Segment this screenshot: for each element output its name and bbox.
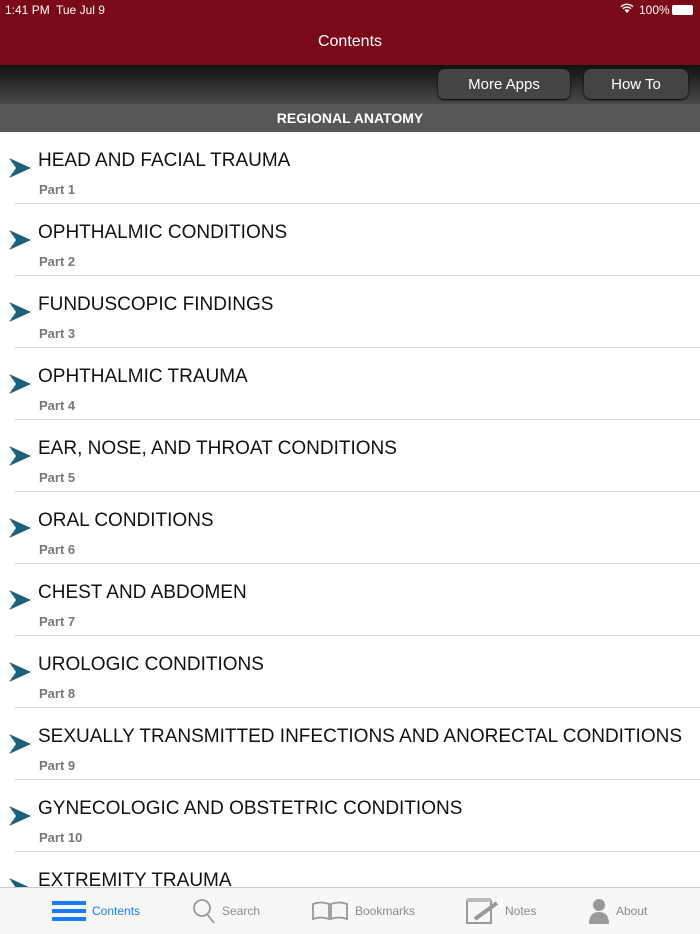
tab-label: Notes	[505, 904, 537, 918]
more-apps-button[interactable]: More Apps	[438, 69, 570, 99]
list-item[interactable]	[0, 780, 700, 852]
item-part: Part 7	[39, 614, 76, 629]
how-to-button[interactable]: How To	[584, 69, 688, 99]
tab-label: Bookmarks	[355, 904, 416, 918]
item-part: Part 8	[39, 686, 76, 701]
chevron-right-icon	[9, 878, 31, 887]
chevron-right-icon	[9, 302, 31, 322]
chevron-right-icon	[9, 158, 31, 178]
chevron-right-icon	[9, 518, 31, 538]
battery-percent: 100%	[639, 3, 670, 17]
item-title: GYNECOLOGIC AND OBSTETRIC CONDITIONS	[38, 798, 463, 819]
item-part: Part 10	[39, 830, 83, 845]
item-part: Part 3	[39, 326, 76, 341]
nav-bar	[0, 0, 700, 65]
list-item[interactable]	[0, 276, 700, 348]
item-title: EAR, NOSE, AND THROAT CONDITIONS	[38, 438, 397, 459]
list-item[interactable]	[0, 348, 700, 420]
toolbar	[0, 65, 700, 104]
item-title: HEAD AND FACIAL TRAUMA	[38, 150, 291, 171]
chevron-right-icon	[9, 662, 31, 682]
list-item[interactable]	[0, 708, 700, 780]
status-date: Tue Jul 9	[56, 3, 105, 17]
book-icon	[311, 901, 349, 921]
person-icon	[588, 898, 610, 924]
list-icon	[52, 900, 86, 922]
list-item[interactable]	[0, 420, 700, 492]
search-icon	[192, 898, 216, 924]
item-part: Part 2	[39, 254, 76, 269]
page-title: Contents	[317, 33, 383, 50]
item-part: Part 6	[39, 542, 76, 557]
notes-icon	[465, 897, 499, 925]
item-title: EXTREMITY TRAUMA	[38, 870, 232, 887]
tab-about[interactable]	[588, 888, 647, 934]
item-title: CHEST AND ABDOMEN	[38, 582, 247, 603]
tab-label: Contents	[92, 904, 141, 918]
tab-notes[interactable]	[465, 888, 536, 934]
tab-contents[interactable]	[52, 888, 140, 934]
contents-list[interactable]	[0, 132, 700, 887]
chevron-right-icon	[9, 374, 31, 394]
list-item[interactable]	[0, 132, 700, 204]
item-title: SEXUALLY TRANSMITTED INFECTIONS AND ANORECTAL CONDITIONS	[38, 726, 682, 747]
item-part: Part 4	[39, 398, 76, 413]
wifi-icon	[620, 3, 634, 17]
item-title: ORAL CONDITIONS	[38, 510, 214, 531]
item-title: OPHTHALMIC TRAUMA	[38, 366, 248, 387]
item-part: Part 5	[39, 470, 76, 485]
item-title: FUNDUSCOPIC FINDINGS	[38, 294, 274, 315]
list-item[interactable]	[0, 492, 700, 564]
list-item[interactable]	[0, 204, 700, 276]
tab-bar	[0, 887, 700, 934]
chevron-right-icon	[9, 446, 31, 466]
section-header: REGIONAL ANATOMY	[0, 104, 700, 132]
item-title: UROLOGIC CONDITIONS	[38, 654, 264, 675]
tab-bookmarks[interactable]	[311, 888, 415, 934]
tab-label: About	[616, 904, 648, 918]
item-part: Part 1	[39, 182, 76, 197]
chevron-right-icon	[9, 734, 31, 754]
battery-icon	[672, 5, 693, 15]
item-title: OPHTHALMIC CONDITIONS	[38, 222, 288, 243]
chevron-right-icon	[9, 590, 31, 610]
chevron-right-icon	[9, 230, 31, 250]
item-part: Part 9	[39, 758, 76, 773]
list-item[interactable]	[0, 564, 700, 636]
list-item[interactable]	[0, 852, 700, 887]
list-item[interactable]	[0, 636, 700, 708]
chevron-right-icon	[9, 806, 31, 826]
tab-search[interactable]	[192, 888, 260, 934]
status-time: 1:41 PM	[5, 3, 50, 17]
tab-label: Search	[222, 904, 261, 918]
